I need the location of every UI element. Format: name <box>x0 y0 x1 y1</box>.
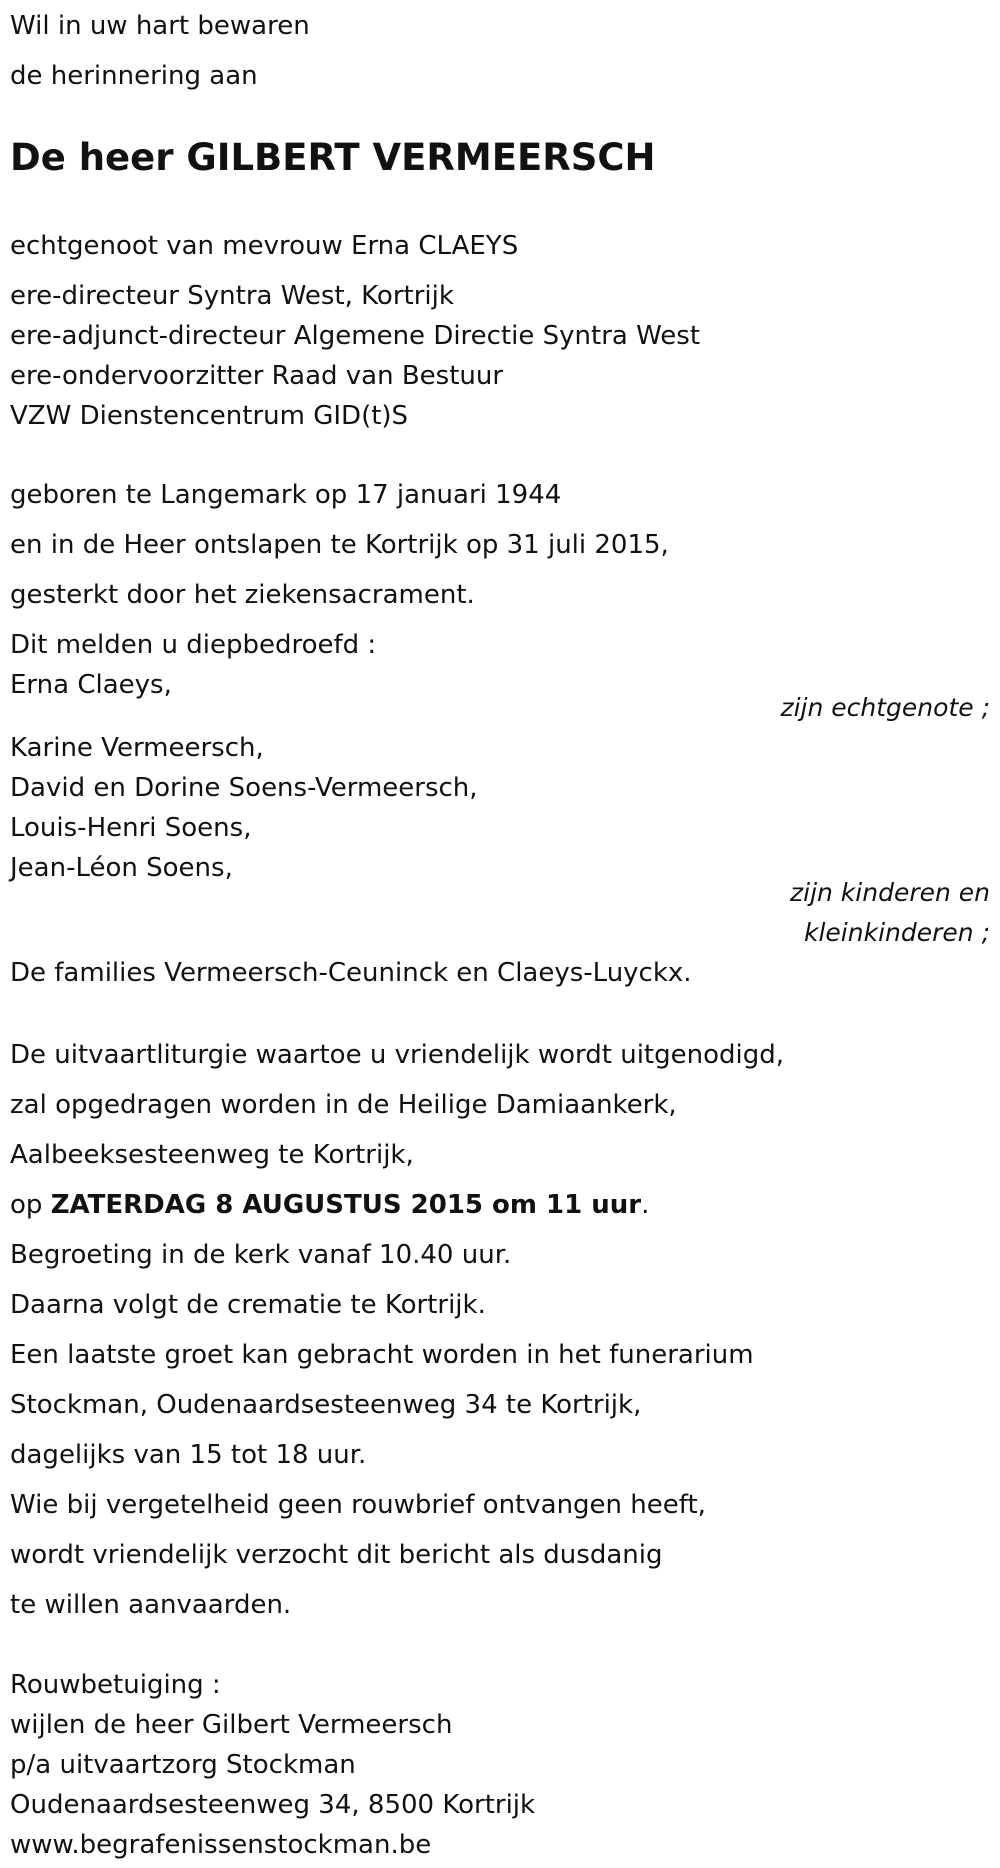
sacrament-line: gesterkt door het ziekensacrament. <box>10 580 475 610</box>
children-role-line-1: zijn kinderen en <box>790 878 990 907</box>
title-spouse-of: echtgenoot van mevrouw Erna CLAEYS <box>10 231 519 261</box>
condolences-address: Oudenaardsesteenweg 34, 8500 Kortrijk <box>10 1790 536 1820</box>
death-line: en in de Heer ontslapen te Kortrijk op 31 juli 2015, <box>10 530 669 560</box>
condolences-heading: Rouwbetuiging : <box>10 1670 221 1700</box>
service-date-suffix: . <box>641 1190 650 1220</box>
cremation-line: Daarna volgt de crematie te Kortrijk. <box>10 1290 486 1320</box>
service-date-prefix: op <box>10 1190 51 1220</box>
mourner-child: Jean-Léon Soens, <box>10 853 233 883</box>
condolences-line-2: p/a uitvaartzorg Stockman <box>10 1750 356 1780</box>
intro-line-2: de herinnering aan <box>10 61 258 91</box>
mourners-intro: Dit melden u diepbedroefd : <box>10 630 377 660</box>
greeting-line: Begroeting in de kerk vanaf 10.40 uur. <box>10 1240 512 1270</box>
children-role-line-2: kleinkinderen ; <box>804 918 990 947</box>
spouse-role: zijn echtgenote ; <box>780 693 990 722</box>
mourner-child: Louis-Henri Soens, <box>10 813 252 843</box>
funeral-home-line-2: Stockman, Oudenaardsesteenweg 34 te Kortrijk, <box>10 1390 642 1420</box>
birth-line: geboren te Langemark op 17 januari 1944 <box>10 480 562 510</box>
mourner-child: Karine Vermeersch, <box>10 733 264 763</box>
service-line-2: zal opgedragen worden in de Heilige Damiaankerk, <box>10 1090 677 1120</box>
families-line: De families Vermeersch-Ceuninck en Claeys-Luyckx. <box>10 958 692 988</box>
service-line-3: Aalbeeksesteenweg te Kortrijk, <box>10 1140 414 1170</box>
title-organisation: VZW Dienstencentrum GID(t)S <box>10 401 409 431</box>
service-line-1: De uitvaartliturgie waartoe u vriendelijk wordt uitgenodigd, <box>10 1040 784 1070</box>
funeral-home-line-3: dagelijks van 15 tot 18 uur. <box>10 1440 367 1470</box>
intro-line-1: Wil in uw hart bewaren <box>10 11 310 41</box>
title-deputy-director: ere-adjunct-directeur Algemene Directie Syntra West <box>10 321 701 351</box>
deceased-title: De heer GILBERT VERMEERSCH <box>10 136 656 179</box>
website-link[interactable]: www.begrafenissenstockman.be <box>10 1830 432 1860</box>
title-director: ere-directeur Syntra West, Kortrijk <box>10 281 454 311</box>
mourner-spouse: Erna Claeys, <box>10 670 172 700</box>
service-date: ZATERDAG 8 AUGUSTUS 2015 om 11 uur <box>50 1190 642 1220</box>
service-date-line <box>10 1185 649 1225</box>
notice-line-3: te willen aanvaarden. <box>10 1590 292 1620</box>
title-vice-chairman: ere-ondervoorzitter Raad van Bestuur <box>10 361 504 391</box>
notice-line-2: wordt vriendelijk verzocht dit bericht als dusdanig <box>10 1540 663 1570</box>
condolences-line-1: wijlen de heer Gilbert Vermeersch <box>10 1710 453 1740</box>
mourner-child: David en Dorine Soens-Vermeersch, <box>10 773 478 803</box>
funeral-home-line-1: Een laatste groet kan gebracht worden in het funerarium <box>10 1340 754 1370</box>
notice-line-1: Wie bij vergetelheid geen rouwbrief ontvangen heeft, <box>10 1490 706 1520</box>
